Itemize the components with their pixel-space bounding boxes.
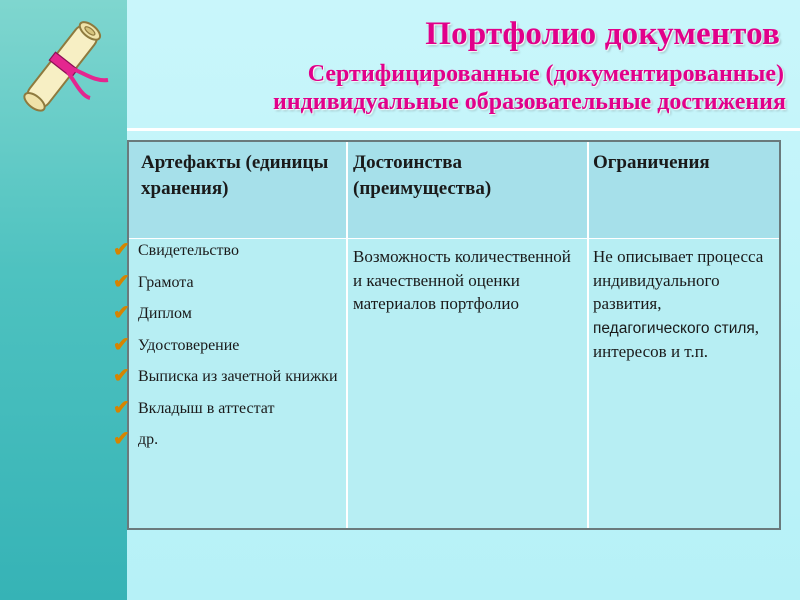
column-divider xyxy=(587,142,589,528)
limitations-text: Не описывает процесса индивидуального развития, педагогического стиля, интересов и т.п. xyxy=(593,247,764,361)
slide-title: Портфолио документов xyxy=(425,16,780,52)
check-icon: ✔ xyxy=(113,396,130,419)
title-divider xyxy=(127,128,800,131)
list-item: ✔ Выписка из зачетной книжки xyxy=(113,365,338,387)
list-item: ✔ Грамота xyxy=(113,270,194,293)
artifacts-list xyxy=(113,241,349,462)
header-advantages: Достоинства (преимущества) xyxy=(353,152,492,199)
check-icon: ✔ xyxy=(113,333,130,356)
advantages-text: Возможность количественной и качественной оценки материалов портфолио xyxy=(353,247,571,313)
slide-subtitle-line1: Сертифицированные (документированные) xyxy=(307,61,784,87)
check-icon: ✔ xyxy=(113,239,130,261)
list-item: ✔ Диплом xyxy=(113,302,192,324)
list-item: ✔ Удостоверение xyxy=(113,333,240,356)
scroll-icon xyxy=(8,2,118,132)
check-icon: ✔ xyxy=(113,365,130,387)
header-limitations: Ограничения xyxy=(593,152,710,173)
check-icon: ✔ xyxy=(113,428,130,450)
list-item: ✔ Свидетельство xyxy=(113,239,239,261)
header-artifacts: Артефакты (единицы хранения) xyxy=(141,152,329,199)
slide-subtitle-line2: индивидуальные образовательные достижения xyxy=(272,89,786,115)
list-item: ✔ др. xyxy=(113,428,159,450)
list-item: ✔ Вкладыш в аттестат xyxy=(113,396,275,419)
check-icon: ✔ xyxy=(113,270,130,293)
check-icon: ✔ xyxy=(113,302,130,324)
